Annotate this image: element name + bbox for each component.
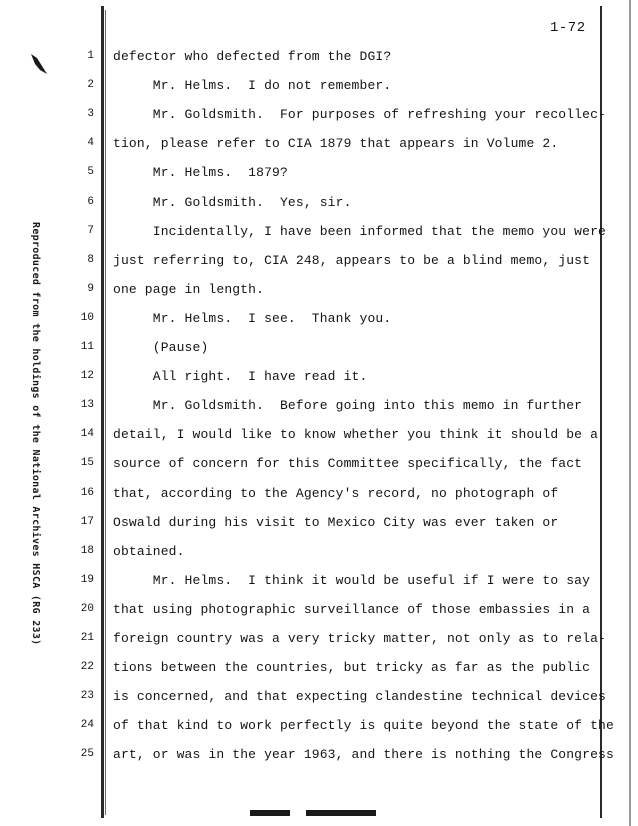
transcript-line: of that kind to work perfectly is quite beyond the state of the [113,718,614,733]
transcript-line: one page in length. [113,282,265,297]
transcript-line: Mr. Helms. I see. Thank you. [113,311,392,326]
transcript-line: source of concern for this Committee specifically, the fact [113,456,583,471]
line-number: 21 [80,632,94,644]
transcript-line: Mr. Goldsmith. Before going into this memo in further [113,398,583,413]
transcript-line: that, according to the Agency's record, no photograph of [113,486,559,501]
transcript-line: Incidentally, I have been informed that the memo you were [113,224,606,239]
line-number: 8 [87,254,94,266]
line-number: 16 [80,487,94,499]
ink-mark-icon [28,52,50,78]
line-number: 3 [87,108,94,120]
transcript-line: tions between the countries, but tricky as far as the public [113,660,591,675]
page-number: 1-72 [550,20,586,36]
line-number: 13 [80,399,94,411]
line-number: 5 [87,166,94,178]
transcript-line: (Pause) [113,340,209,355]
line-number: 1 [87,50,94,62]
line-number: 9 [87,283,94,295]
line-number: 19 [80,574,94,586]
line-number: 24 [80,719,94,731]
transcript-line: foreign country was a very tricky matter, not only as to rela- [113,631,606,646]
left-margin-rule [101,6,104,818]
transcript-line: tion, please refer to CIA 1879 that appears in Volume 2. [113,136,559,151]
transcript-line: Mr. Helms. 1879? [113,165,288,180]
transcript-line: Oswald during his visit to Mexico City was ever taken or [113,515,559,530]
line-number: 23 [80,690,94,702]
transcript-line: just referring to, CIA 248, appears to be a blind memo, just [113,253,591,268]
line-number: 17 [80,516,94,528]
line-number: 20 [80,603,94,615]
transcript-line: All right. I have read it. [113,369,368,384]
line-number: 6 [87,196,94,208]
line-number: 14 [80,428,94,440]
line-number: 18 [80,545,94,557]
transcript-line: obtained. [113,544,185,559]
page-edge [629,0,631,826]
line-number: 12 [80,370,94,382]
transcript-line: Mr. Helms. I think it would be useful if I were to say [113,573,591,588]
transcript-line: art, or was in the year 1963, and there is nothing the Congress [113,747,614,762]
line-number: 25 [80,748,94,760]
line-number: 11 [80,341,94,353]
transcript-line: defector who defected from the DGI? [113,49,392,64]
line-number: 22 [80,661,94,673]
line-number: 15 [80,457,94,469]
transcript-line: is concerned, and that expecting clandestine technical devices [113,689,606,704]
line-number: 10 [80,312,94,324]
transcript-line: that using photographic surveillance of those embassies in a [113,602,591,617]
transcript-line: Mr. Helms. I do not remember. [113,78,392,93]
archive-stamp: Reproduced from the holdings of the National Archives HSCA (RG 233) [30,222,41,646]
line-number: 4 [87,137,94,149]
transcript-line: detail, I would like to know whether you think it should be a [113,427,599,442]
left-margin-rule-inner [105,10,106,815]
transcript-line: Mr. Goldsmith. For purposes of refreshing your recollec- [113,107,606,122]
transcript-line: Mr. Goldsmith. Yes, sir. [113,195,352,210]
footer-redaction-mark [250,806,380,820]
line-number: 2 [87,79,94,91]
line-number: 7 [87,225,94,237]
